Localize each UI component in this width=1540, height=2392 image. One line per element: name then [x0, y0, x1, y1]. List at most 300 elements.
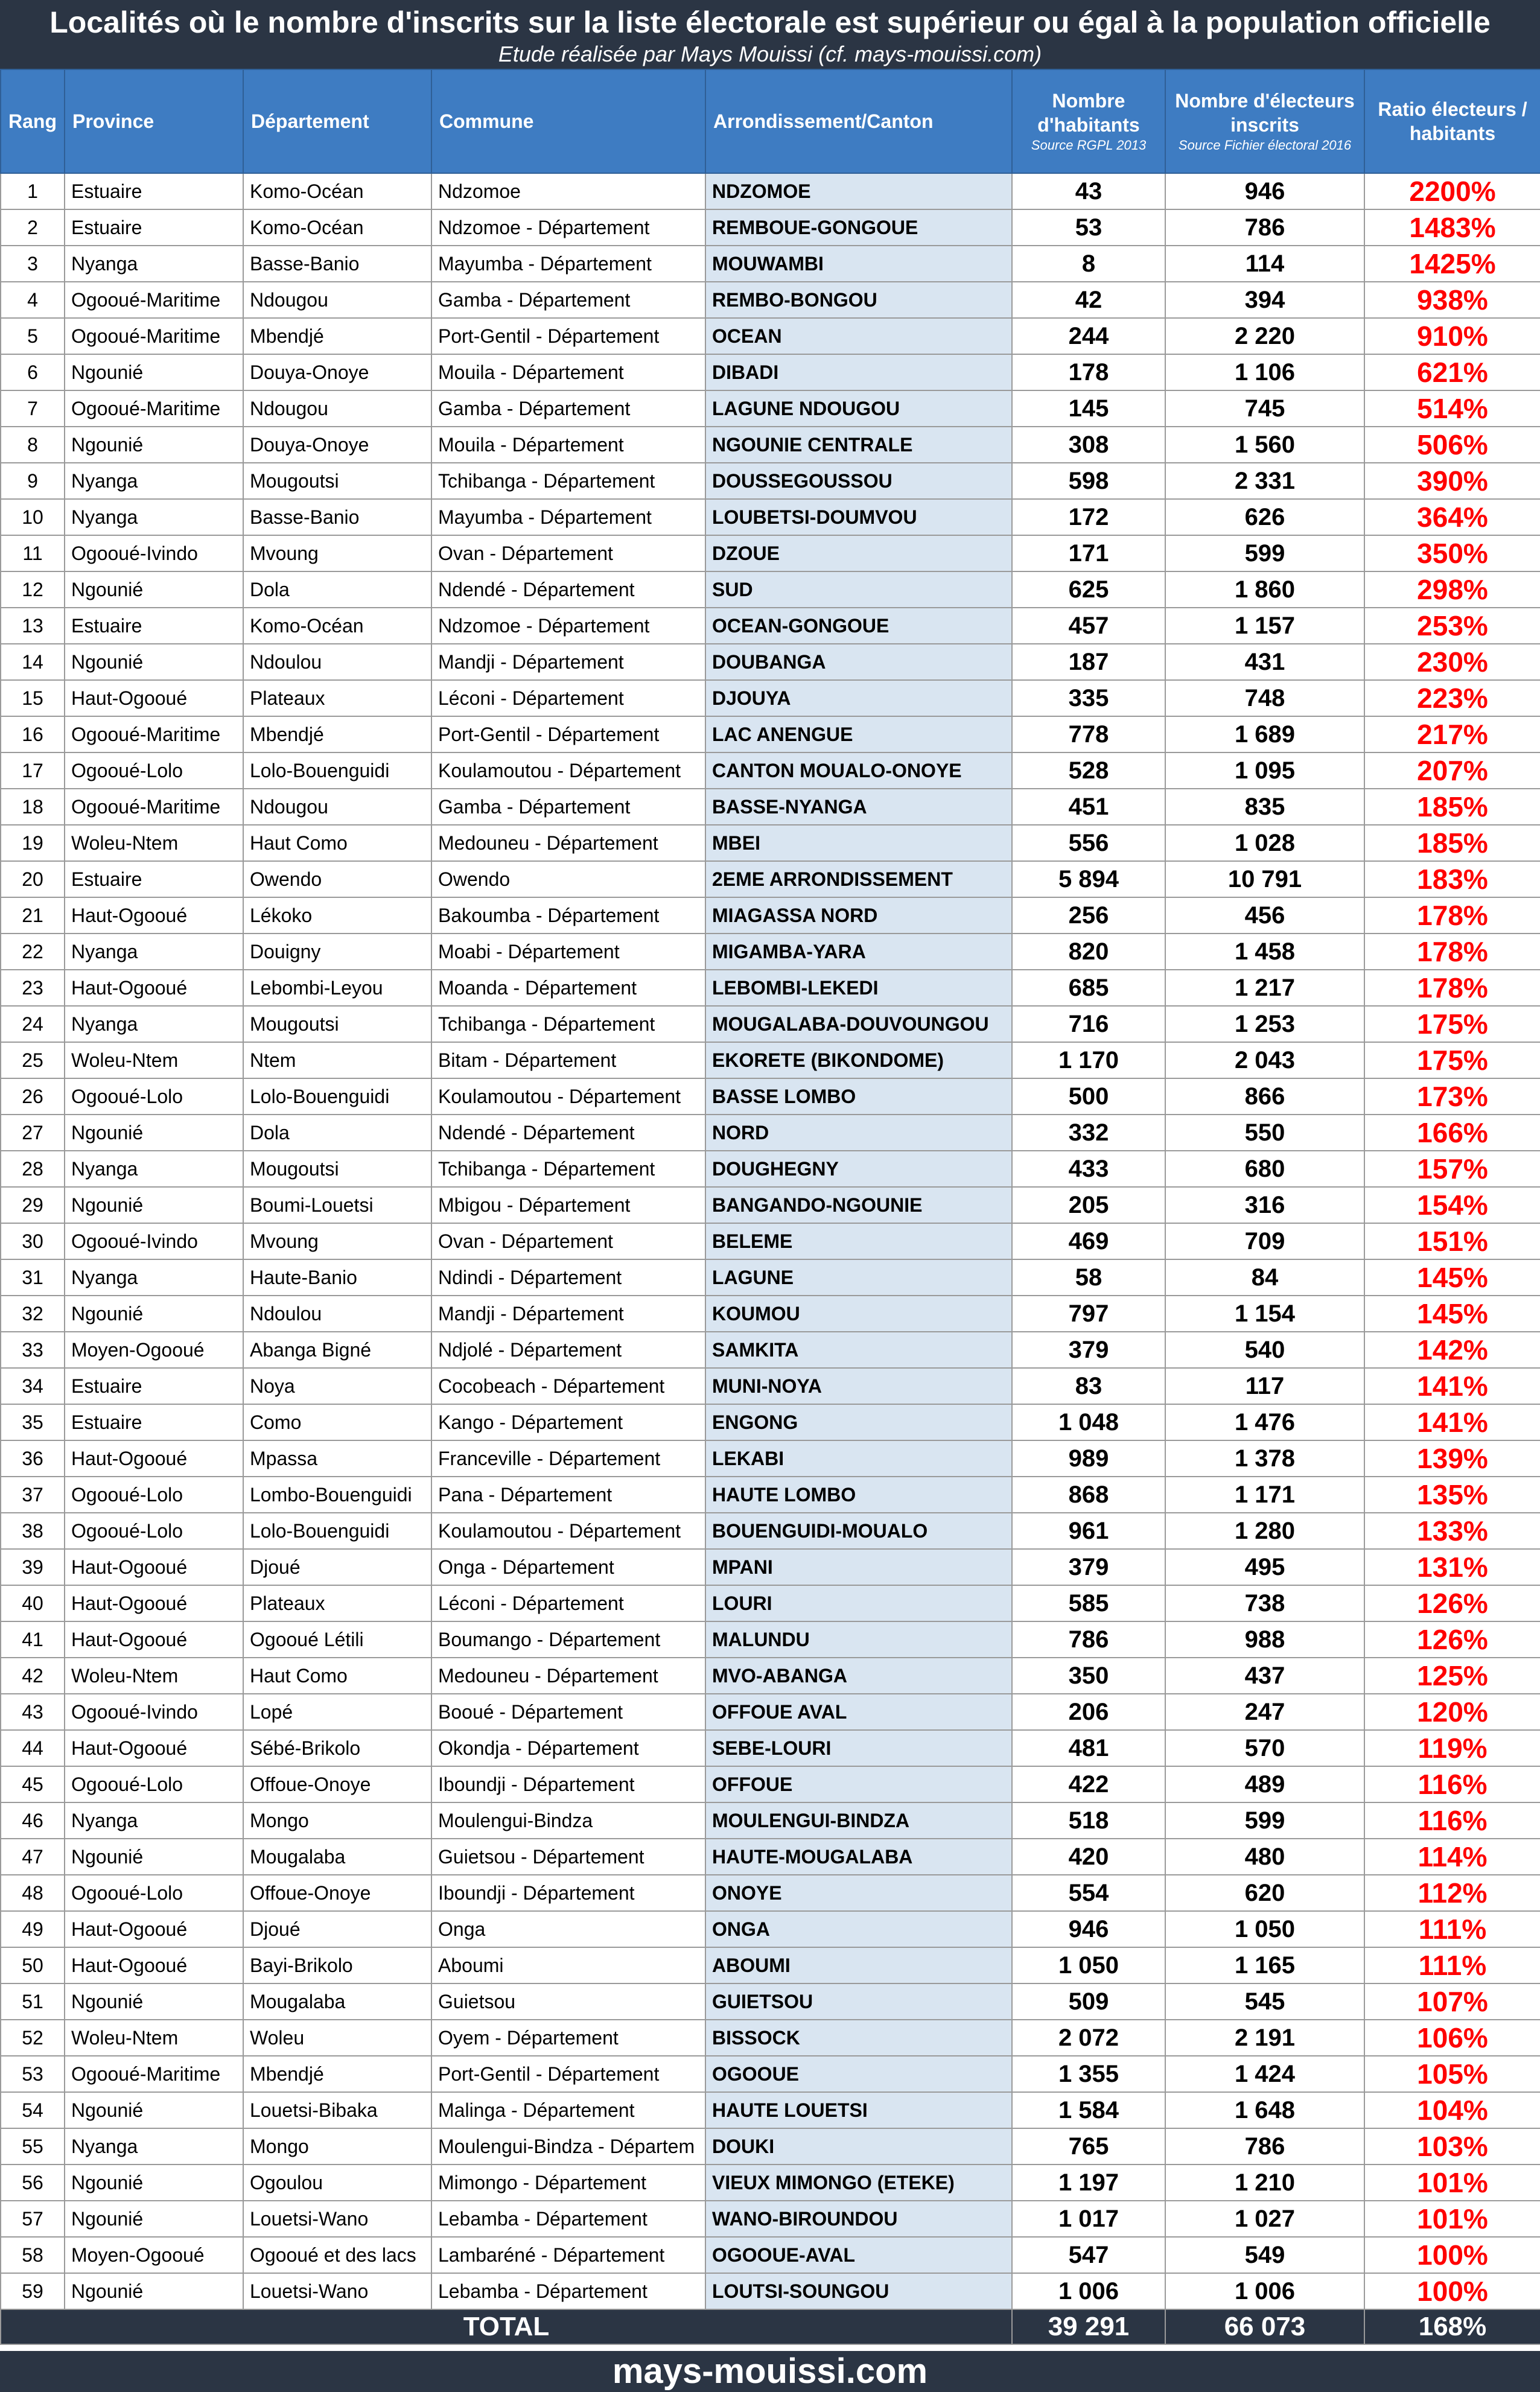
cell-inscrits: 786 — [1165, 2128, 1364, 2165]
cell-inscrits: 1 860 — [1165, 571, 1364, 608]
cell-arrondissement: REMBO-BONGOU — [705, 282, 1012, 318]
cell-departement: Lopé — [243, 1694, 431, 1730]
cell-rang: 10 — [1, 499, 65, 535]
cell-arrondissement: WANO-BIROUNDOU — [705, 2201, 1012, 2237]
cell-commune: Ovan - Département — [431, 1223, 705, 1259]
cell-rang: 26 — [1, 1078, 65, 1115]
cell-province: Ngounié — [65, 644, 243, 680]
cell-inscrits: 495 — [1165, 1549, 1364, 1585]
cell-arrondissement: MUNI-NOYA — [705, 1368, 1012, 1404]
cell-commune: Lebamba - Département — [431, 2201, 705, 2237]
cell-ratio: 142% — [1364, 1332, 1540, 1368]
cell-province: Woleu-Ntem — [65, 825, 243, 861]
cell-inscrits: 489 — [1165, 1766, 1364, 1802]
cell-habitants: 554 — [1012, 1875, 1165, 1911]
cell-departement: Mougoutsi — [243, 1006, 431, 1042]
cell-arrondissement: LOUTSI-SOUNGOU — [705, 2273, 1012, 2309]
cell-ratio: 145% — [1364, 1259, 1540, 1296]
cell-departement: Plateaux — [243, 680, 431, 716]
cell-departement: Woleu — [243, 2020, 431, 2056]
cell-habitants: 172 — [1012, 499, 1165, 535]
cell-departement: Douya-Onoye — [243, 354, 431, 390]
cell-commune: Bakoumba - Département — [431, 897, 705, 934]
cell-ratio: 364% — [1364, 499, 1540, 535]
cell-province: Nyanga — [65, 2128, 243, 2165]
cell-inscrits: 114 — [1165, 246, 1364, 282]
cell-commune: Booué - Département — [431, 1694, 705, 1730]
cell-rang: 38 — [1, 1513, 65, 1549]
cell-rang: 32 — [1, 1296, 65, 1332]
cell-habitants: 1 006 — [1012, 2273, 1165, 2309]
cell-province: Ngounié — [65, 2273, 243, 2309]
cell-commune: Okondja - Département — [431, 1730, 705, 1766]
table-row — [1, 2201, 1540, 2237]
cell-commune: Iboundji - Département — [431, 1875, 705, 1911]
col-header-departement: Département — [243, 69, 431, 173]
table-row — [1, 1368, 1540, 1404]
table-row — [1, 2056, 1540, 2092]
cell-inscrits: 437 — [1165, 1658, 1364, 1694]
cell-commune: Moulengui-Bindza — [431, 1802, 705, 1839]
table-row — [1, 789, 1540, 825]
cell-commune: Port-Gentil - Département — [431, 318, 705, 354]
table-row — [1, 1187, 1540, 1223]
cell-province: Ngounié — [65, 427, 243, 463]
cell-commune: Koulamoutou - Département — [431, 1513, 705, 1549]
cell-rang: 14 — [1, 644, 65, 680]
cell-rang: 55 — [1, 2128, 65, 2165]
table-row — [1, 825, 1540, 861]
cell-rang: 5 — [1, 318, 65, 354]
cell-rang: 18 — [1, 789, 65, 825]
cell-inscrits: 1 424 — [1165, 2056, 1364, 2092]
cell-habitants: 256 — [1012, 897, 1165, 934]
cell-commune: Lambaréné - Département — [431, 2237, 705, 2273]
cell-province: Nyanga — [65, 934, 243, 970]
col-header-rang: Rang — [1, 69, 65, 173]
cell-inscrits: 1 165 — [1165, 1947, 1364, 1983]
cell-arrondissement: LEBOMBI-LEKEDI — [705, 970, 1012, 1006]
cell-ratio: 104% — [1364, 2092, 1540, 2128]
cell-commune: Kango - Département — [431, 1404, 705, 1440]
cell-habitants: 481 — [1012, 1730, 1165, 1766]
cell-commune: Guietsou - Département — [431, 1839, 705, 1875]
cell-province: Ogooué-Lolo — [65, 1875, 243, 1911]
cell-arrondissement: ENGONG — [705, 1404, 1012, 1440]
cell-rang: 27 — [1, 1115, 65, 1151]
cell-inscrits: 1 050 — [1165, 1911, 1364, 1947]
table-row — [1, 1621, 1540, 1658]
cell-ratio: 938% — [1364, 282, 1540, 318]
cell-habitants: 1 048 — [1012, 1404, 1165, 1440]
cell-departement: Owendo — [243, 861, 431, 897]
cell-departement: Noya — [243, 1368, 431, 1404]
cell-province: Haut-Ogooué — [65, 1440, 243, 1477]
table-row — [1, 246, 1540, 282]
cell-inscrits: 1 095 — [1165, 752, 1364, 789]
cell-province: Estuaire — [65, 861, 243, 897]
cell-inscrits: 626 — [1165, 499, 1364, 535]
cell-rang: 13 — [1, 608, 65, 644]
cell-inscrits: 1 217 — [1165, 970, 1364, 1006]
cell-province: Ogooué-Maritime — [65, 282, 243, 318]
table-row — [1, 2020, 1540, 2056]
cell-departement: Komo-Océan — [243, 608, 431, 644]
cell-arrondissement: OCEAN — [705, 318, 1012, 354]
table-row — [1, 680, 1540, 716]
cell-departement: Dola — [243, 571, 431, 608]
table-row — [1, 861, 1540, 897]
cell-ratio: 125% — [1364, 1658, 1540, 1694]
cell-inscrits: 480 — [1165, 1839, 1364, 1875]
cell-commune: Gamba - Département — [431, 390, 705, 427]
cell-departement: Mongo — [243, 2128, 431, 2165]
table-row — [1, 1151, 1540, 1187]
cell-departement: Ndoulou — [243, 1296, 431, 1332]
cell-inscrits: 456 — [1165, 897, 1364, 934]
cell-departement: Haut Como — [243, 1658, 431, 1694]
table-row — [1, 1296, 1540, 1332]
cell-commune: Moabi - Département — [431, 934, 705, 970]
cell-ratio: 107% — [1364, 1983, 1540, 2020]
cell-commune: Port-Gentil - Département — [431, 716, 705, 752]
cell-commune: Onga - Département — [431, 1549, 705, 1585]
cell-departement: Ogoulou — [243, 2165, 431, 2201]
cell-rang: 41 — [1, 1621, 65, 1658]
cell-province: Ogooué-Lolo — [65, 1513, 243, 1549]
cell-arrondissement: HAUTE LOUETSI — [705, 2092, 1012, 2128]
cell-arrondissement: REMBOUE-GONGOUE — [705, 209, 1012, 246]
cell-departement: Dola — [243, 1115, 431, 1151]
cell-ratio: 1483% — [1364, 209, 1540, 246]
table-row — [1, 608, 1540, 644]
cell-ratio: 230% — [1364, 644, 1540, 680]
total-label: TOTAL — [1, 2309, 1012, 2344]
cell-habitants: 989 — [1012, 1440, 1165, 1477]
cell-inscrits: 2 043 — [1165, 1042, 1364, 1078]
table-body — [1, 173, 1540, 2309]
cell-arrondissement: ABOUMI — [705, 1947, 1012, 1983]
cell-inscrits: 1 689 — [1165, 716, 1364, 752]
cell-province: Nyanga — [65, 499, 243, 535]
cell-departement: Lebombi-Leyou — [243, 970, 431, 1006]
table-row — [1, 1875, 1540, 1911]
cell-rang: 21 — [1, 897, 65, 934]
cell-inscrits: 2 220 — [1165, 318, 1364, 354]
table-row — [1, 1223, 1540, 1259]
cell-inscrits: 1 378 — [1165, 1440, 1364, 1477]
cell-commune: Léconi - Département — [431, 680, 705, 716]
cell-province: Ngounié — [65, 1296, 243, 1332]
table-row — [1, 354, 1540, 390]
cell-arrondissement: MIGAMBA-YARA — [705, 934, 1012, 970]
cell-inscrits: 394 — [1165, 282, 1364, 318]
cell-inscrits: 540 — [1165, 1332, 1364, 1368]
cell-province: Haut-Ogooué — [65, 1585, 243, 1621]
cell-arrondissement: DOUSSEGOUSSOU — [705, 463, 1012, 499]
cell-arrondissement: MALUNDU — [705, 1621, 1012, 1658]
footer-banner — [0, 2351, 1540, 2392]
cell-province: Estuaire — [65, 608, 243, 644]
cell-departement: Lékoko — [243, 897, 431, 934]
cell-inscrits: 866 — [1165, 1078, 1364, 1115]
cell-inscrits: 117 — [1165, 1368, 1364, 1404]
cell-ratio: 111% — [1364, 1947, 1540, 1983]
cell-rang: 24 — [1, 1006, 65, 1042]
table-row — [1, 1115, 1540, 1151]
cell-inscrits: 1 280 — [1165, 1513, 1364, 1549]
cell-departement: Ndougou — [243, 390, 431, 427]
table-row — [1, 970, 1540, 1006]
cell-habitants: 379 — [1012, 1549, 1165, 1585]
cell-commune: Mayumba - Département — [431, 246, 705, 282]
cell-ratio: 621% — [1364, 354, 1540, 390]
cell-departement: Bayi-Brikolo — [243, 1947, 431, 1983]
cell-province: Haut-Ogooué — [65, 1549, 243, 1585]
cell-departement: Mvoung — [243, 1223, 431, 1259]
table-row — [1, 897, 1540, 934]
cell-arrondissement: NORD — [705, 1115, 1012, 1151]
col-header-arrondissement: Arrondissement/Canton — [705, 69, 1012, 173]
cell-province: Ogooué-Lolo — [65, 752, 243, 789]
cell-inscrits: 545 — [1165, 1983, 1364, 2020]
cell-arrondissement: MBEI — [705, 825, 1012, 861]
cell-habitants: 433 — [1012, 1151, 1165, 1187]
cell-habitants: 2 072 — [1012, 2020, 1165, 2056]
cell-rang: 28 — [1, 1151, 65, 1187]
cell-ratio: 105% — [1364, 2056, 1540, 2092]
cell-province: Woleu-Ntem — [65, 1042, 243, 1078]
cell-habitants: 1 017 — [1012, 2201, 1165, 2237]
cell-province: Ogooué-Maritime — [65, 716, 243, 752]
cell-rang: 2 — [1, 209, 65, 246]
col-header-inscrits — [1165, 69, 1364, 173]
cell-departement: Mbendjé — [243, 2056, 431, 2092]
cell-commune: Onga — [431, 1911, 705, 1947]
cell-habitants: 797 — [1012, 1296, 1165, 1332]
cell-commune: Malinga - Département — [431, 2092, 705, 2128]
cell-commune: Koulamoutou - Département — [431, 1078, 705, 1115]
cell-arrondissement: MOUGALABA-DOUVOUNGOU — [705, 1006, 1012, 1042]
cell-rang: 34 — [1, 1368, 65, 1404]
col-header-ratio: Ratio électeurs / habitants — [1364, 69, 1540, 173]
cell-ratio: 135% — [1364, 1477, 1540, 1513]
cell-commune: Medouneu - Département — [431, 825, 705, 861]
cell-commune: Léconi - Département — [431, 1585, 705, 1621]
cell-inscrits: 748 — [1165, 680, 1364, 716]
cell-rang: 42 — [1, 1658, 65, 1694]
cell-habitants: 53 — [1012, 209, 1165, 246]
table-row — [1, 1839, 1540, 1875]
cell-arrondissement: LAC ANENGUE — [705, 716, 1012, 752]
cell-departement: Ogooué et des lacs — [243, 2237, 431, 2273]
cell-province: Ngounié — [65, 2201, 243, 2237]
cell-province: Moyen-Ogooué — [65, 2237, 243, 2273]
cell-ratio: 1425% — [1364, 246, 1540, 282]
cell-inscrits: 2 191 — [1165, 2020, 1364, 2056]
total-inscrits: 66 073 — [1165, 2309, 1364, 2344]
cell-departement: Boumi-Louetsi — [243, 1187, 431, 1223]
cell-province: Ngounié — [65, 354, 243, 390]
cell-habitants: 43 — [1012, 173, 1165, 209]
cell-habitants: 8 — [1012, 246, 1165, 282]
cell-rang: 54 — [1, 2092, 65, 2128]
cell-rang: 49 — [1, 1911, 65, 1947]
cell-habitants: 457 — [1012, 608, 1165, 644]
cell-commune: Lebamba - Département — [431, 2273, 705, 2309]
cell-rang: 12 — [1, 571, 65, 608]
cell-departement: Ntem — [243, 1042, 431, 1078]
cell-habitants: 335 — [1012, 680, 1165, 716]
footer-site: mays-mouissi.com — [612, 2352, 928, 2391]
cell-commune: Ndzomoe - Département — [431, 608, 705, 644]
cell-commune: Medouneu - Département — [431, 1658, 705, 1694]
cell-ratio: 173% — [1364, 1078, 1540, 1115]
cell-departement: Louetsi-Wano — [243, 2273, 431, 2309]
cell-habitants: 518 — [1012, 1802, 1165, 1839]
cell-arrondissement: VIEUX MIMONGO (ETEKE) — [705, 2165, 1012, 2201]
cell-habitants: 716 — [1012, 1006, 1165, 1042]
cell-province: Estuaire — [65, 1368, 243, 1404]
table-row — [1, 1006, 1540, 1042]
table-row — [1, 1911, 1540, 1947]
cell-departement: Como — [243, 1404, 431, 1440]
cell-rang: 37 — [1, 1477, 65, 1513]
header-banner — [0, 0, 1540, 69]
cell-ratio: 178% — [1364, 934, 1540, 970]
cell-inscrits: 745 — [1165, 390, 1364, 427]
cell-province: Ogooué-Lolo — [65, 1078, 243, 1115]
cell-province: Nyanga — [65, 1151, 243, 1187]
table-row — [1, 1983, 1540, 2020]
table-row — [1, 282, 1540, 318]
cell-ratio: 111% — [1364, 1911, 1540, 1947]
cell-habitants: 171 — [1012, 535, 1165, 571]
cell-departement: Basse-Banio — [243, 499, 431, 535]
cell-ratio: 100% — [1364, 2273, 1540, 2309]
cell-habitants: 1 170 — [1012, 1042, 1165, 1078]
cell-habitants: 500 — [1012, 1078, 1165, 1115]
cell-inscrits: 1 476 — [1165, 1404, 1364, 1440]
table-row — [1, 1585, 1540, 1621]
cell-province: Ogooué-Ivindo — [65, 1223, 243, 1259]
cell-habitants: 961 — [1012, 1513, 1165, 1549]
cell-habitants: 685 — [1012, 970, 1165, 1006]
cell-habitants: 422 — [1012, 1766, 1165, 1802]
cell-province: Ogooué-Ivindo — [65, 535, 243, 571]
table-row — [1, 716, 1540, 752]
cell-rang: 31 — [1, 1259, 65, 1296]
cell-habitants: 765 — [1012, 2128, 1165, 2165]
cell-rang: 22 — [1, 934, 65, 970]
cell-arrondissement: NGOUNIE CENTRALE — [705, 427, 1012, 463]
cell-inscrits: 738 — [1165, 1585, 1364, 1621]
cell-inscrits: 1 458 — [1165, 934, 1364, 970]
cell-province: Nyanga — [65, 246, 243, 282]
cell-departement: Mougoutsi — [243, 1151, 431, 1187]
cell-rang: 30 — [1, 1223, 65, 1259]
cell-commune: Bitam - Département — [431, 1042, 705, 1078]
cell-inscrits: 620 — [1165, 1875, 1364, 1911]
cell-commune: Ndzomoe - Département — [431, 209, 705, 246]
cell-ratio: 101% — [1364, 2165, 1540, 2201]
data-table — [0, 69, 1540, 2345]
cell-habitants: 5 894 — [1012, 861, 1165, 897]
page-title: Localités où le nombre d'inscrits sur la liste électorale est supérieur ou égal à la population officielle — [49, 5, 1491, 39]
table-row — [1, 173, 1540, 209]
col-header-habitants-source: Source RGPL 2013 — [1031, 138, 1147, 153]
cell-departement: Mongo — [243, 1802, 431, 1839]
cell-habitants: 778 — [1012, 716, 1165, 752]
cell-rang: 47 — [1, 1839, 65, 1875]
cell-arrondissement: EKORETE (BIKONDOME) — [705, 1042, 1012, 1078]
cell-departement: Haute-Banio — [243, 1259, 431, 1296]
table-row — [1, 1332, 1540, 1368]
cell-ratio: 166% — [1364, 1115, 1540, 1151]
cell-habitants: 178 — [1012, 354, 1165, 390]
cell-inscrits: 599 — [1165, 535, 1364, 571]
cell-habitants: 332 — [1012, 1115, 1165, 1151]
cell-province: Ogooué-Maritime — [65, 2056, 243, 2092]
cell-province: Nyanga — [65, 1259, 243, 1296]
cell-province: Estuaire — [65, 173, 243, 209]
table-row — [1, 2092, 1540, 2128]
cell-rang: 57 — [1, 2201, 65, 2237]
cell-rang: 51 — [1, 1983, 65, 2020]
cell-departement: Lolo-Bouenguidi — [243, 1078, 431, 1115]
cell-habitants: 528 — [1012, 752, 1165, 789]
cell-commune: Oyem - Département — [431, 2020, 705, 2056]
cell-ratio: 178% — [1364, 970, 1540, 1006]
cell-arrondissement: LOUBETSI-DOUMVOU — [705, 499, 1012, 535]
cell-ratio: 139% — [1364, 1440, 1540, 1477]
cell-commune: Koulamoutou - Département — [431, 752, 705, 789]
cell-arrondissement: OFFOUE — [705, 1766, 1012, 1802]
cell-commune: Franceville - Département — [431, 1440, 705, 1477]
cell-province: Ogooué-Lolo — [65, 1477, 243, 1513]
table-row — [1, 2237, 1540, 2273]
col-header-habitants — [1012, 69, 1165, 173]
cell-ratio: 119% — [1364, 1730, 1540, 1766]
cell-ratio: 223% — [1364, 680, 1540, 716]
cell-arrondissement: BISSOCK — [705, 2020, 1012, 2056]
cell-ratio: 217% — [1364, 716, 1540, 752]
cell-rang: 50 — [1, 1947, 65, 1983]
cell-habitants: 350 — [1012, 1658, 1165, 1694]
table-row — [1, 427, 1540, 463]
cell-arrondissement: BANGANDO-NGOUNIE — [705, 1187, 1012, 1223]
cell-inscrits: 786 — [1165, 209, 1364, 246]
cell-arrondissement: BOUENGUIDI-MOUALO — [705, 1513, 1012, 1549]
cell-ratio: 126% — [1364, 1621, 1540, 1658]
cell-habitants: 83 — [1012, 1368, 1165, 1404]
cell-arrondissement: HAUTE-MOUGALABA — [705, 1839, 1012, 1875]
cell-inscrits: 1 560 — [1165, 427, 1364, 463]
cell-rang: 48 — [1, 1875, 65, 1911]
cell-arrondissement: HAUTE LOMBO — [705, 1477, 1012, 1513]
cell-habitants: 820 — [1012, 934, 1165, 970]
cell-habitants: 187 — [1012, 644, 1165, 680]
cell-arrondissement: DIBADI — [705, 354, 1012, 390]
cell-departement: Ogooué Létili — [243, 1621, 431, 1658]
cell-commune: Ovan - Département — [431, 535, 705, 571]
cell-commune: Ndzomoe — [431, 173, 705, 209]
total-habitants: 39 291 — [1012, 2309, 1165, 2344]
cell-arrondissement: OGOOUE-AVAL — [705, 2237, 1012, 2273]
cell-arrondissement: GUIETSOU — [705, 1983, 1012, 2020]
cell-arrondissement: ONOYE — [705, 1875, 1012, 1911]
cell-ratio: 910% — [1364, 318, 1540, 354]
